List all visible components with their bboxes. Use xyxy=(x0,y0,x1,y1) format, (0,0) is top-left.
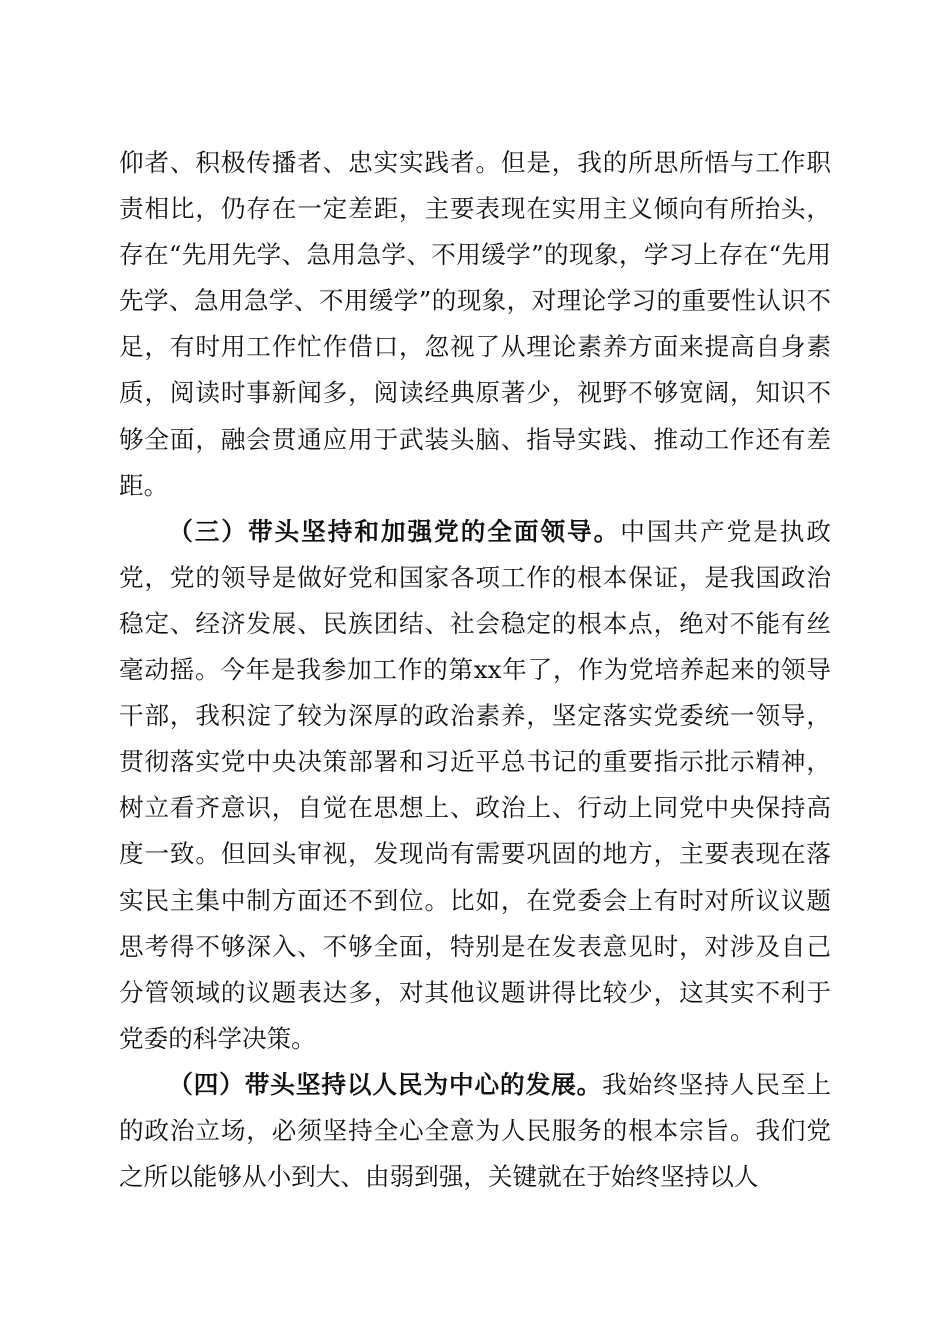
paragraph-text: 仰者、积极传播者、忠实实践者。但是，我的所思所悟与工作职责相比，仍存在一定差距，主要表现在实用主义倾向有所抬头，存在“先用先学、急用急学、不用缓学”的现象，学习上存在“先用先学、急用急学、不用缓学”的现象，对理论学习的重要性认识不足，有时用工作忙作借口，忽视了从理论素养方面来提高自身素质，阅读时事新闻多，阅读经典原著少，视野不够宽阔，知识不够全面，融会贯通应用于武装头脑、指导实践、推动工作还有差距。 xyxy=(119,148,831,500)
paragraph-text: 我始终坚持人民至上的政治立场，必须坚持全心全意为人民服务的根本宗旨。我们党之所以能够从小到大、由弱到强，关键就在于始终坚持以人 xyxy=(119,1069,831,1192)
section-heading-4: （四）带头坚持以人民为中心的发展。 xyxy=(168,1069,603,1099)
paragraph-section-3 xyxy=(119,509,831,1062)
paragraph-continuation xyxy=(119,140,831,509)
paragraph-section-4 xyxy=(119,1062,831,1200)
document-body xyxy=(119,140,831,1200)
section-heading-3: （三）带头坚持和加强党的全面领导。 xyxy=(168,516,621,546)
paragraph-text: 中国共产党是执政党，党的领导是做好党和国家各项工作的根本保证，是我国政治稳定、经济发展、民族团结、社会稳定的根本点，绝对不能有丝毫动摇。今年是我参加工作的第xx年了，作为党培养起来的领导干部，我积淀了较为深厚的政治素养，坚定落实党委统一领导，贯彻落实党中央决策部署和习近平总书记的重要指示批示精神，树立看齐意识，自觉在思想上、政治上、行动上同党中央保持高度一致。但回头审视，发现尚有需要巩固的地方，主要表现在落实民主集中制方面还不到位。比如，在党委会上有时对所议议题思考得不够深入、不够全面，特别是在发表意见时，对涉及自己分管领域的议题表达多，对其他议题讲得比较少，这其实不利于党委的科学决策。 xyxy=(119,516,831,1053)
